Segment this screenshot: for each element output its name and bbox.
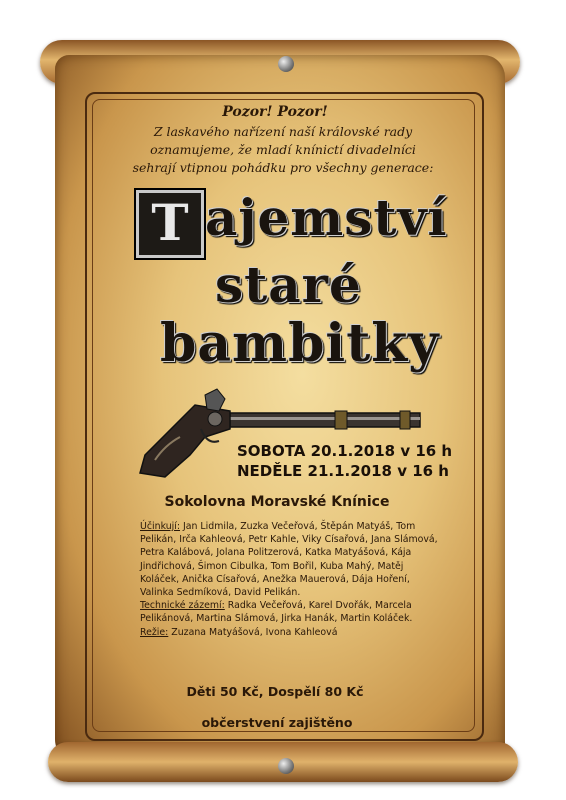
date-saturday: SOBOTA 20.1.2018 v 16 h [237, 442, 453, 460]
cast-list: Jan Lidmila, Zuzka Večeřová, Štěpán Matyáš, Tom Pelikán, Irča Kahleová, Petr Kahle, Viky Císařová, Jana Slámová, Petra Kalábová, Jolana Politzerová, Katka Matyášová, Kája Jindřichová, Šimon Cibulka, Tom Bořil, Kuba Mahý, Matěj Koláček, Anička Císařová, Anežka Mauerová, Dája Hoření, Valinka Sedmíková, David Pelikán. [140, 521, 438, 599]
intro-line-1: Z laskavého nařízení naší královské rady [153, 124, 413, 139]
title-dropcap: T [136, 190, 204, 258]
venue: Sokolovna Moravské Knínice [164, 494, 390, 510]
tech-paragraph [140, 599, 440, 625]
director-paragraph [140, 626, 440, 639]
tech-list: Radka Večeřová, Karel Dvořák, Marcela Pelikánová, Martina Slámová, Jirka Hanák, Martin Koláček. [140, 600, 413, 625]
credits-block [140, 520, 440, 639]
scroll-nail-icon [278, 56, 294, 72]
tech-label: Technické zázemí: [140, 600, 225, 612]
pozor-heading: Pozor! Pozor! [222, 104, 328, 120]
intro-line-3: sehrají vtipnou pohádku pro všechny generace: [132, 160, 434, 175]
title-line-1: ajemství [205, 188, 448, 247]
cast-paragraph [140, 520, 440, 599]
title-line-3: bambitky [160, 313, 440, 374]
scroll-nail-icon [278, 758, 294, 774]
ticket-prices: Děti 50 Kč, Dospělí 80 Kč [186, 684, 364, 699]
intro-line-2: oznamujeme, že mladí knínictí divadelníci [150, 142, 416, 157]
title-line-2: staré [215, 255, 362, 314]
director-label: Režie: [140, 626, 169, 638]
date-sunday: NEDĚLE 21.1.2018 v 16 h [237, 462, 449, 480]
cast-label: Účinkují: [140, 521, 181, 532]
refreshments-note: občerstvení zajištěno [201, 715, 353, 730]
director-list: Zuzana Matyášová, Ivona Kahleová [168, 626, 338, 638]
